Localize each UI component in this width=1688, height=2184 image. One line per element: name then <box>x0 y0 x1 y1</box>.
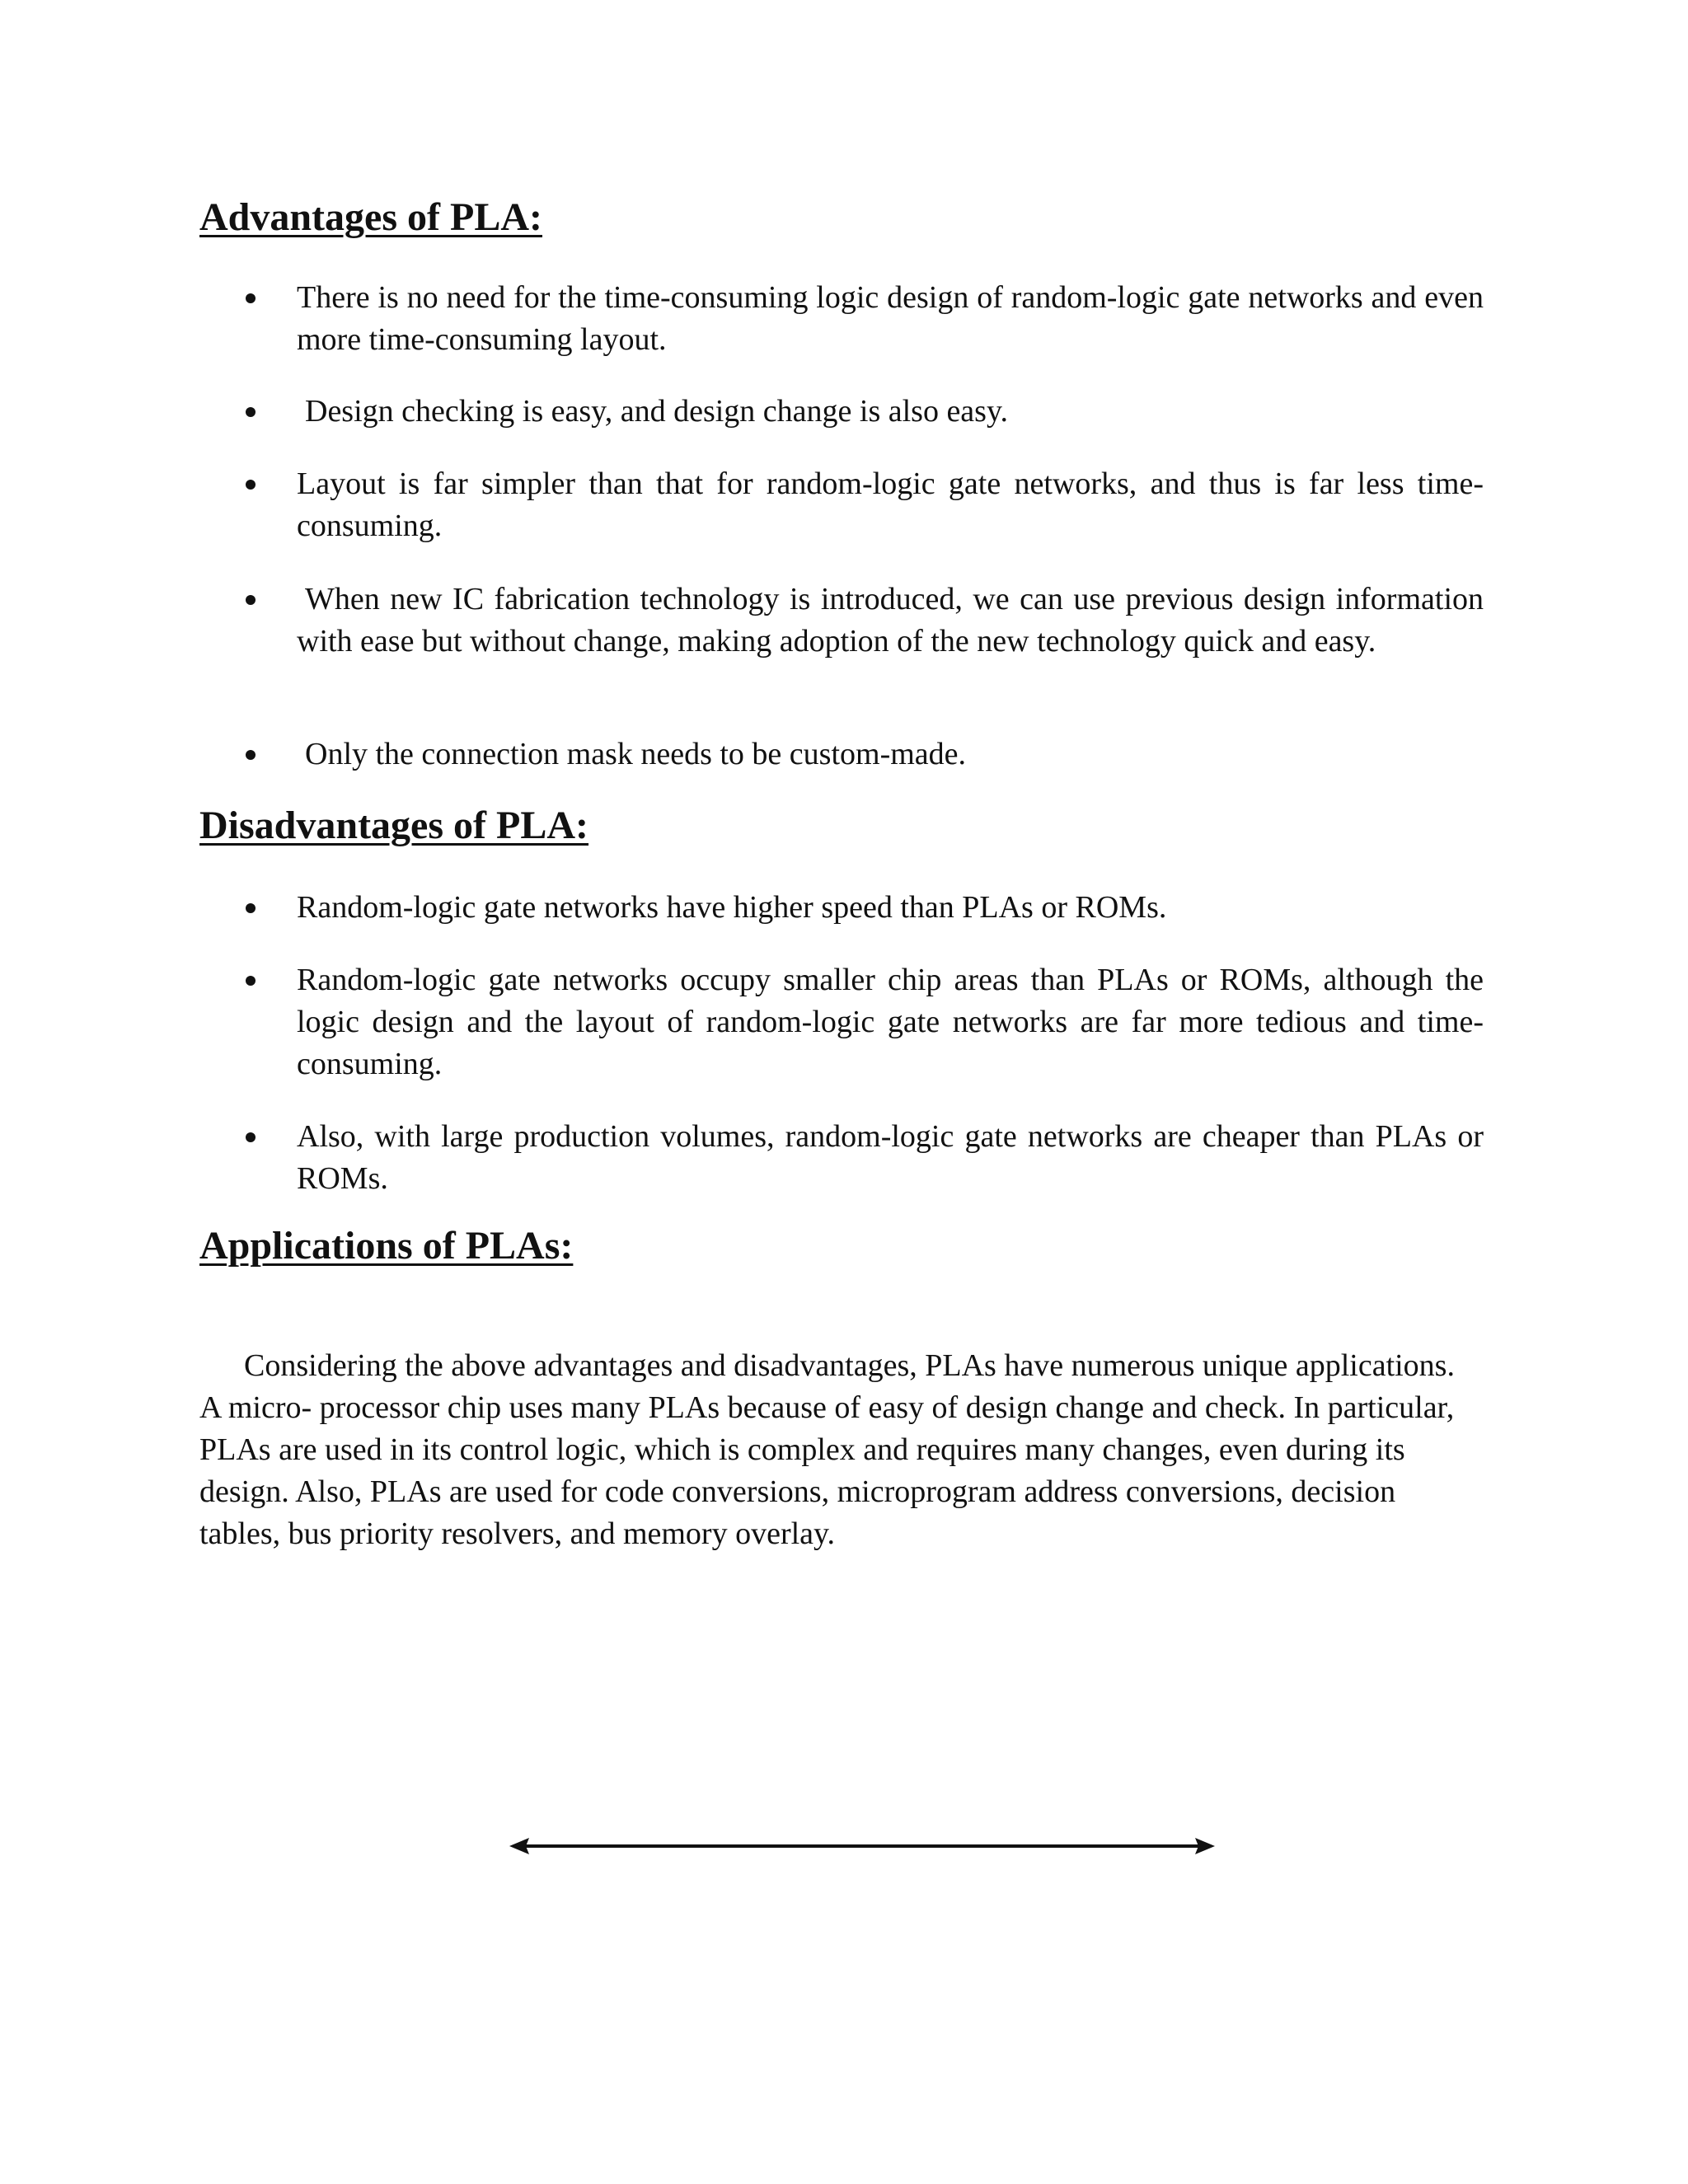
bullet-icon <box>246 750 256 760</box>
bullet-icon <box>246 480 256 490</box>
applications-heading: Applications of PLAs: <box>199 1224 574 1268</box>
list-item-text: Random-logic gate networks occupy smaller chip areas than PLAs or ROMs, although the logic design and the layout of random-logic gate networks are far more tedious and time- consuming. <box>297 963 1484 1081</box>
applications-paragraph: Considering the above advantages and disadvantages, PLAs have numerous unique applications. A micro- processor chip uses many PLAs because of easy of design change and check. In particular, PLAs are used in its control logic, which is complex and requires many changes, even during its design. Also, PLAs are used for code conversions, microprogram address conversions, decision tables, bus priority resolvers, and memory overlay. <box>199 1348 1455 1551</box>
list-item-text: Also, with large production volumes, random-logic gate networks are cheaper than PLAs or ROMs. <box>297 1119 1484 1196</box>
list-item-text: Layout is far simpler than that for random-logic gate networks, and thus is far less time-consuming. <box>297 466 1484 543</box>
bullet-icon <box>246 407 256 417</box>
double-arrow-icon <box>508 1830 1217 1863</box>
advantages-heading: Advantages of PLA: <box>199 195 542 239</box>
list-item-text: When new IC fabrication technology is introduced, we can use previous design information with ease but without change, making adoption of the new technology quick and easy. <box>297 582 1484 658</box>
list-item-text: Random-logic gate networks have higher speed than PLAs or ROMs. <box>297 890 1167 925</box>
bullet-icon <box>246 595 256 605</box>
list-item-text: Only the connection mask needs to be custom-made. <box>305 737 967 771</box>
bullet-icon <box>246 903 256 913</box>
bullet-icon <box>246 1132 256 1142</box>
disadvantages-heading: Disadvantages of PLA: <box>199 804 589 847</box>
bullet-icon <box>246 976 256 986</box>
list-item-text: There is no need for the time-consuming logic design of random-logic gate networks and even more time-consuming layout. <box>297 280 1484 357</box>
bullet-icon <box>246 293 256 303</box>
list-item-text: Design checking is easy, and design change is also easy. <box>305 394 1008 429</box>
